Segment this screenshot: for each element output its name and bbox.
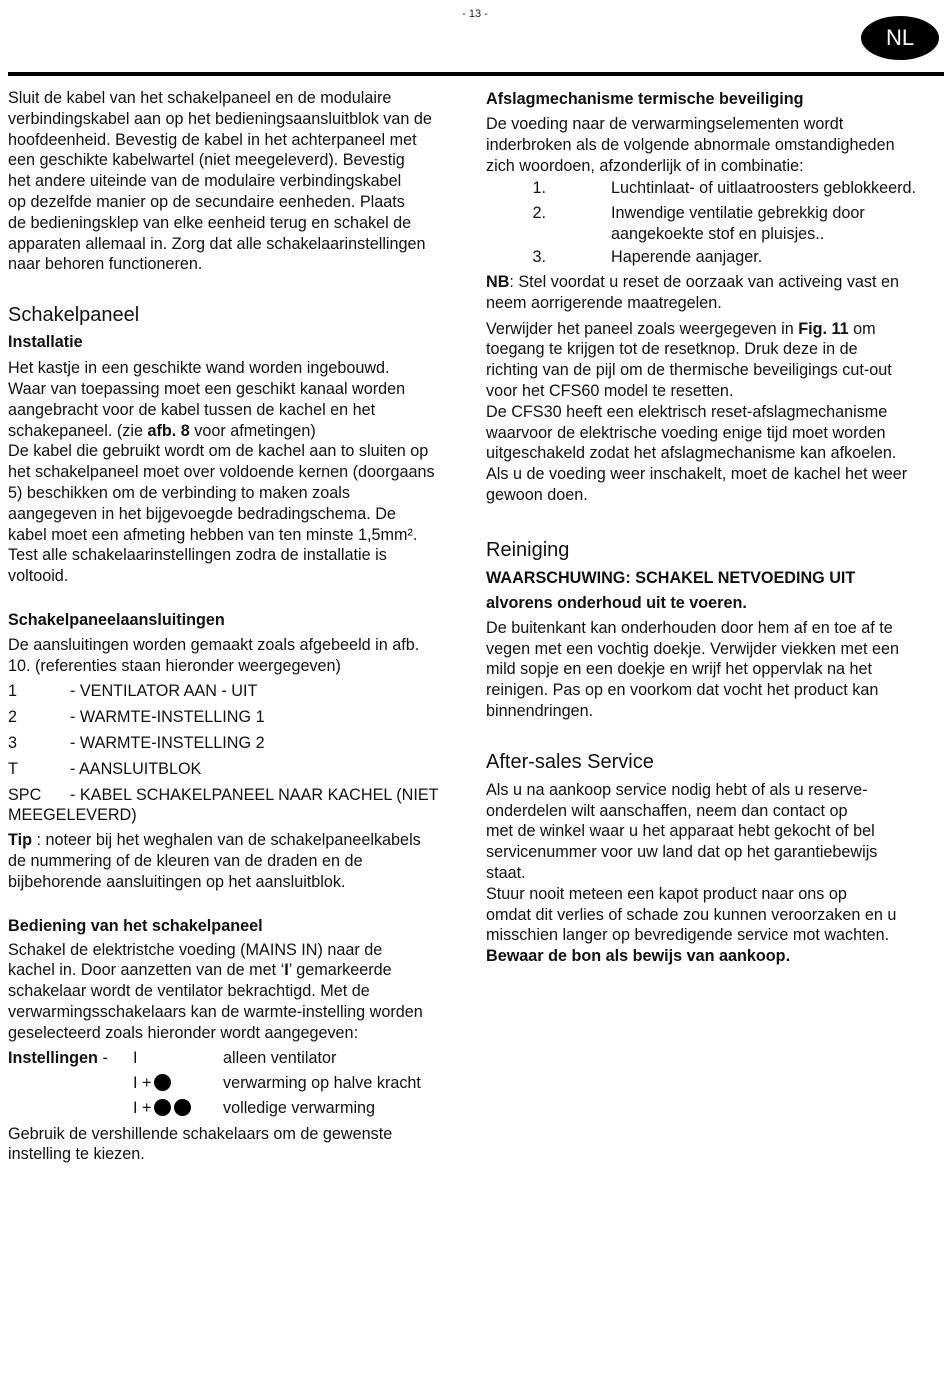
settings-dash: - [97, 1048, 108, 1067]
table-row [8, 1071, 468, 1096]
subsection-title-bediening: Bediening van het schakelpaneel [8, 916, 263, 935]
connections-list [8, 679, 468, 827]
text-span: schakepaneel. (zie [8, 421, 148, 440]
connection-code: 3 [8, 734, 18, 753]
text-line: Als u de voeding weer inschakelt, moet de kachel het weer [486, 465, 908, 484]
text-line: mild sopje en een doekje en wrijf het oppervlak na het [486, 660, 873, 679]
text-line: vegen met een vochtig doekje. Verwijder viekken met een [486, 639, 900, 658]
text-line: De buitenkant kan onderhouden door hem af en toe af te [486, 618, 893, 637]
section-title-reiniging: Reiniging [486, 538, 570, 561]
setting-symbol [133, 1073, 223, 1094]
text-line: 10. (referenties staan hieronder weergegeven) [8, 656, 341, 675]
connection-desc: - WARMTE-INSTELLING 1 [70, 708, 265, 727]
setting-symbol [133, 1048, 223, 1069]
text-line: servicenummer voor uw land dat op het garantiebewijs [486, 843, 878, 862]
tip-label: Tip [8, 831, 32, 850]
list-item [8, 757, 468, 783]
section-title-service: After-sales Service [486, 750, 654, 773]
list-text-line: aangekoekte stof en pluisjes.. [611, 225, 825, 244]
list-text: Haperende aanjager. [611, 248, 763, 267]
connection-code: T [8, 760, 18, 779]
text-line: aangegeven in het bijgevoegde bedradingschema. De [8, 504, 396, 523]
nb-paragraph [486, 272, 941, 314]
text-line [8, 830, 468, 851]
list-item [8, 785, 468, 827]
text-line: verbindingskabel aan op het bedieningsaansluitblok van de [8, 109, 432, 128]
setting-desc: verwarming op halve kracht [223, 1073, 421, 1092]
symbol-text: I + [133, 1073, 152, 1092]
page-number: - 13 - [462, 8, 488, 20]
table-row [8, 1046, 468, 1071]
text-line: toegang te krijgen tot de resetknop. Druk deze in de [486, 340, 858, 359]
connection-desc: - KABEL SCHAKELPANEEL NAAR KACHEL (NIET [70, 785, 439, 804]
text-line: De CFS30 heeft een elektrisch reset-afslagmechanisme [486, 402, 888, 421]
setting-symbol [133, 1098, 223, 1119]
settings-label [8, 1048, 133, 1069]
list-number: 1. [532, 179, 546, 198]
list-text: Luchtinlaat- of uitlaatroosters geblokkeerd. [611, 179, 917, 198]
text-line: voltooid. [8, 567, 69, 586]
text-line: Als u na aankoop service nodig hebt of als u reserve- [486, 780, 868, 799]
text-line: inderbroken als de volgende abnormale omstandigheden [486, 135, 895, 154]
text-line: uitgeschakeld zodat het afslagmechanisme kan afkoelen. [486, 444, 897, 463]
text-line: de nummering of de kleuren van de draden en de [8, 851, 363, 870]
text-line: staat. [486, 863, 526, 882]
text-span: om [848, 319, 876, 338]
heat-dot-icon [154, 1099, 171, 1116]
text-line: De voeding naar de verwarmingselementen wordt [486, 115, 844, 133]
text-line: hoofdeenheid. Bevestig de kabel in het achterpaneel met [8, 130, 417, 149]
text-line: het andere uiteinde van de modulaire verbindingskabel [8, 172, 402, 191]
text-line [486, 319, 941, 340]
text-span: ’ gemarkeerde [288, 961, 392, 980]
text-line: kabel moet een afmeting hebben van ten minste 1,5mm². [8, 525, 418, 544]
list-item [8, 705, 468, 731]
warning-line: alvorens onderhoud uit te voeren. [486, 593, 747, 612]
list-item [486, 176, 941, 201]
subsection-title-installatie: Installatie [8, 333, 83, 352]
connection-desc: MEEGELEVERD) [8, 806, 137, 825]
right-column [486, 88, 941, 967]
text-line: geselecteerd zoals hieronder wordt aangegeven: [8, 1023, 359, 1042]
installatie-paragraph [8, 358, 468, 587]
list-text-line: Inwendige ventilatie gebrekkig door [611, 204, 865, 223]
bediening-paragraph [8, 940, 468, 1044]
text-line: binnendringen. [486, 701, 594, 720]
text-line: reinigen. Pas op en voorkom dat vocht het product kan [486, 681, 879, 700]
reset-paragraph [486, 319, 941, 506]
text-line: met de winkel waar u het apparaat hebt gekocht of bel [486, 822, 875, 841]
text-line [8, 960, 468, 981]
receipt-note: Bewaar de bon als bewijs van aankoop. [486, 947, 791, 966]
text-line: aangebracht voor de kabel tussen de kachel en het [8, 400, 376, 419]
text-line: verwarmingsschakelaars kan de warmte-instelling worden [8, 1002, 423, 1021]
text-line: Test alle schakelaarinstellingen zodra de installatie is [8, 546, 387, 565]
symbol-text: I + [133, 1098, 152, 1117]
text-line: De aansluitingen worden gemaakt zoals afgebeeld in afb. [8, 635, 420, 654]
list-number: 3. [532, 248, 546, 267]
reiniging-paragraph [486, 618, 941, 722]
text-span: voor afmetingen) [189, 421, 316, 440]
symbol-text: I [133, 1048, 138, 1067]
text-span: kachel in. Door aanzetten van de met ‘ [8, 961, 285, 980]
text-line: Het kastje in een geschikte wand worden ingebouwd. [8, 359, 390, 378]
list-item [8, 731, 468, 757]
tip-paragraph [8, 830, 468, 892]
text-line: omdat dit verlies of schade zou kunnen veroorzaken en u [486, 905, 897, 924]
text-line: naar behoren functioneren. [8, 255, 203, 274]
text-span: Verwijder het paneel zoals weergegeven in [486, 319, 799, 338]
text-line: schakelaar wordt de ventilator bekrachtigd. Met de [8, 982, 370, 1001]
text-line: voor het CFS60 model te resetten. [486, 381, 734, 400]
setting-desc: volledige verwarming [223, 1098, 376, 1117]
connection-desc: - VENTILATOR AAN - UIT [70, 682, 258, 701]
settings-label-text: Instellingen [8, 1048, 98, 1067]
text-line: 5) beschikken om de verbinding to maken zoals [8, 483, 350, 502]
heat-dot-icon [154, 1074, 171, 1091]
text-line: het schakelpaneel moet over voldoende kernen (doorgaans [8, 463, 435, 482]
setting-desc: alleen ventilator [223, 1048, 337, 1067]
connection-desc: - AANSLUITBLOK [70, 760, 202, 779]
language-badge: NL [861, 16, 939, 60]
service-paragraph [486, 780, 941, 967]
list-text [611, 203, 865, 245]
text-line [8, 421, 468, 442]
text-span: : noteer bij het weghalen van de schakelpaneelkabels [31, 831, 421, 850]
text-line: zich woordoen, afzonderlijk of in combinatie: [486, 156, 804, 175]
text-line [486, 272, 941, 293]
text-line: onderdelen wilt aanschaffen, neem dan contact op [486, 801, 848, 820]
text-line: neem aorrigerende maatregelen. [486, 293, 722, 312]
text-line: Schakel de elektristche voeding (MAINS IN) naar de [8, 940, 383, 959]
connection-code: 1 [8, 682, 18, 701]
nb-label: NB [486, 272, 510, 291]
connection-code: 2 [8, 708, 18, 727]
text-line: waarvoor de elektrische voeding enige tijd moet worden [486, 423, 886, 442]
text-line: een geschikte kabelwartel (niet meegeleverd). Bevestig [8, 151, 405, 170]
text-line: Stuur nooit meteen een kapot product naar ons op [486, 884, 847, 903]
connection-desc: - WARMTE-INSTELLING 2 [70, 734, 265, 753]
left-column [8, 88, 468, 1165]
text-line: bijbehorende aansluitingen op het aansluitblok. [8, 872, 346, 891]
text-line: gewoon doen. [486, 485, 588, 504]
intro-paragraph [8, 88, 468, 275]
connection-code: SPC [8, 785, 42, 804]
figure-reference: Fig. 11 [798, 319, 849, 338]
list-number: 2. [532, 204, 546, 223]
text-line: richting van de pijl om de thermische beveiligings cut-out [486, 361, 892, 380]
header-rule [8, 72, 944, 76]
switch-mark: I [284, 961, 289, 980]
subsection-title-aansluitingen: Schakelpaneelaansluitingen [8, 610, 225, 629]
text-line: De kabel die gebruikt wordt om de kachel aan to sluiten op [8, 442, 429, 461]
list-item [486, 245, 941, 270]
text-span: : Stel voordat u reset de oorzaak van activeing vast en [509, 272, 900, 291]
list-item [486, 201, 941, 245]
settings-table [8, 1046, 468, 1121]
table-row [8, 1096, 468, 1121]
text-line: misschien langer op bevredigende service mot wachten. [486, 926, 890, 945]
text-line: Waar van toepassing moet een geschikt kanaal worden [8, 379, 406, 398]
text-line: op dezelfde manier op de secundaire eenheden. Plaats [8, 192, 405, 211]
figure-reference: afb. 8 [147, 421, 190, 440]
text-line: Gebruik de vershillende schakelaars om de gewenste [8, 1124, 393, 1143]
text-line: de bedieningsklep van elke eenheid terug en schakel de [8, 213, 412, 232]
text-line: Sluit de kabel van het schakelpaneel en de modulaire [8, 89, 392, 107]
subsection-title-afslag: Afslagmechanisme termische beveiliging [486, 90, 804, 108]
warning-line: WAARSCHUWING: SCHAKEL NETVOEDING UIT [486, 568, 856, 587]
cause-list [486, 176, 941, 270]
heat-dot-icon [174, 1099, 191, 1116]
list-item [8, 679, 468, 705]
section-title-schakelpaneel: Schakelpaneel [8, 304, 140, 327]
text-line: instelling te kiezen. [8, 1145, 145, 1164]
text-line: apparaten allemaal in. Zorg dat alle schakelaarinstellingen [8, 234, 426, 253]
